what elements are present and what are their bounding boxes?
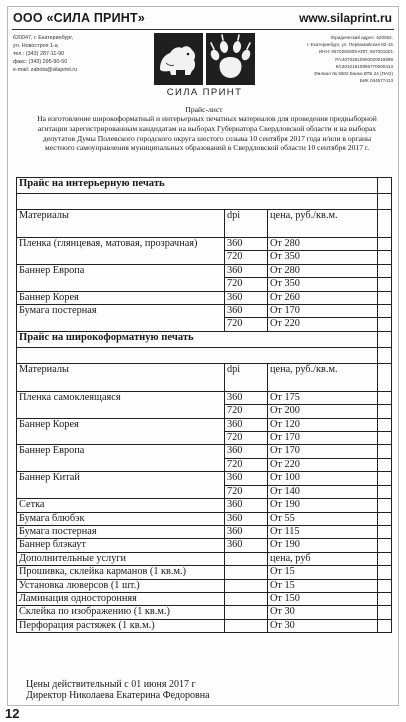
dpi-value: 720 (225, 251, 268, 264)
legal-line: ИНН: 6670292809 КПП: 667001001 (318, 49, 393, 55)
price-value: От 280 (268, 238, 378, 251)
price-value: От 55 (268, 512, 378, 525)
legal-line: г. Екатеринбург, ул. Первомайская 82-15 (306, 42, 393, 48)
service-name: Ламинация односторонняя (17, 592, 225, 605)
price-value: От 220 (268, 318, 378, 331)
legal-line: Р/с40702810900020016699 (335, 56, 393, 62)
column-header-price: цена, руб./кв.м. (268, 363, 378, 391)
dpi-value: 720 (225, 485, 268, 498)
price-value: От 280 (268, 264, 378, 277)
price-validity: Цены действительный с 01 июня 2017 г (26, 679, 196, 690)
material-name: Бумага постерная (17, 525, 225, 538)
column-header-dpi: dpi (225, 363, 268, 391)
dpi-value: 360 (225, 445, 268, 458)
legal-details (281, 34, 393, 84)
service-price: От 15 (268, 566, 378, 579)
service-name: Перфорация растяжек (1 кв.м.) (17, 619, 225, 632)
dpi-value: 720 (225, 318, 268, 331)
dpi-value: 360 (225, 391, 268, 404)
section-title-wide-format: Прайс на широкоформатную печать (17, 331, 378, 347)
material-name: Бумага постерная (17, 305, 225, 332)
document-intro: На изготовление широкоформатный и интерьерных печатных материалов для проведения предвыборной агитации зарегистрированным кандидатам на выборах Губернатора Свердловской области и на выборах депутатов Думы Полевского городского округа шестого созыва 10 сентября 2017 года и/или в органы местного самоуправления муниципальных образований в Свердловской области 10 сентября 2017 г. (37, 114, 377, 153)
address-line: ул. Новостроя 1-а (13, 43, 58, 50)
page-number: 12 (5, 706, 20, 721)
price-value: От 190 (268, 539, 378, 552)
dpi-value: 360 (225, 291, 268, 304)
header-divider (12, 29, 394, 30)
price-value: От 140 (268, 485, 378, 498)
dpi-value: 360 (225, 539, 268, 552)
dpi-value: 720 (225, 432, 268, 445)
column-header-dpi: dpi (225, 210, 268, 238)
price-value: От 170 (268, 305, 378, 318)
dpi-value: 720 (225, 458, 268, 471)
website-url[interactable]: www.silaprint.ru (299, 11, 392, 25)
price-value: От 115 (268, 525, 378, 538)
service-price: От 15 (268, 579, 378, 592)
dpi-value: 360 (225, 264, 268, 277)
material-name: Пленка самоклеящаяся (17, 391, 225, 418)
address-line: факс: (343) 295-90-50 (13, 59, 68, 66)
price-value: От 120 (268, 418, 378, 431)
column-header-materials: Материалы (17, 363, 225, 391)
legal-line: Юридический адрес: 620062, (330, 35, 393, 40)
material-name: Баннер Корея (17, 291, 225, 304)
price-table (16, 177, 392, 633)
dpi-value: 360 (225, 238, 268, 251)
dpi-value: 720 (225, 278, 268, 291)
price-value: От 170 (268, 432, 378, 445)
material-name: Пленка (глянцевая, матовая, прозрачная) (17, 238, 225, 265)
company-address (13, 34, 138, 74)
legal-line: Филиал № 5602 Банка ВТБ 24 (ПАО) (314, 71, 393, 77)
price-value: От 100 (268, 472, 378, 485)
brand-wordmark: СИЛА ПРИНТ (166, 87, 243, 98)
material-name: Баннер Корея (17, 418, 225, 445)
dpi-value: 360 (225, 418, 268, 431)
price-value: От 220 (268, 458, 378, 471)
director-signature-line: Директор Николаева Екатерина Федоровна (26, 690, 210, 702)
material-name: Баннер блэкаут (17, 539, 225, 552)
column-header-materials: Материалы (17, 210, 225, 238)
section-title-extra-services: Дополнительные услуги (17, 552, 225, 565)
dpi-value: 720 (225, 405, 268, 418)
material-name: Бумага блюбэк (17, 512, 225, 525)
service-name: Склейка по изображению (1 кв.м.) (17, 606, 225, 619)
dpi-value: 360 (225, 499, 268, 512)
dpi-value: 360 (225, 472, 268, 485)
material-name: Сетка (17, 499, 225, 512)
service-name: Прошивка, склейка карманов (1 кв.м.) (17, 566, 225, 579)
address-line: e-mail: zabota@silaprint.ru (13, 67, 78, 74)
legal-line: К/с30101810965770000413 (335, 63, 393, 69)
address-line: тел.: (343) 287-11-90 (13, 51, 65, 58)
price-value: От 200 (268, 405, 378, 418)
company-name: ООО «СИЛА ПРИНТ» (13, 11, 145, 25)
price-value: От 260 (268, 291, 378, 304)
service-name: Установка люверсов (1 шт.) (17, 579, 225, 592)
price-list-page (7, 6, 399, 706)
polar-bear-logo-icon (154, 33, 203, 85)
column-header-price: цена, руб./кв.м. (268, 210, 378, 238)
dpi-value: 360 (225, 305, 268, 318)
price-value: От 190 (268, 499, 378, 512)
service-price: От 30 (268, 619, 378, 632)
document-footer (26, 679, 210, 701)
material-name: Баннер Европа (17, 264, 225, 291)
dpi-value: 360 (225, 512, 268, 525)
bear-paw-logo-icon (206, 33, 255, 85)
legal-line: БИК 044577413 (359, 78, 393, 84)
column-header-price: цена, руб (268, 552, 378, 565)
address-line: 620047, г. Екатеринбург, (13, 35, 74, 41)
section-title-interior: Прайс на интерьерную печать (17, 178, 378, 194)
service-price: От 150 (268, 592, 378, 605)
service-price: От 30 (268, 606, 378, 619)
material-name: Баннер Китай (17, 472, 225, 499)
document-title: Прайс-лист (185, 105, 223, 114)
price-value: От 350 (268, 251, 378, 264)
material-name: Баннер Европа (17, 445, 225, 472)
price-value: От 175 (268, 391, 378, 404)
price-value: От 350 (268, 278, 378, 291)
dpi-value: 360 (225, 525, 268, 538)
price-value: От 170 (268, 445, 378, 458)
